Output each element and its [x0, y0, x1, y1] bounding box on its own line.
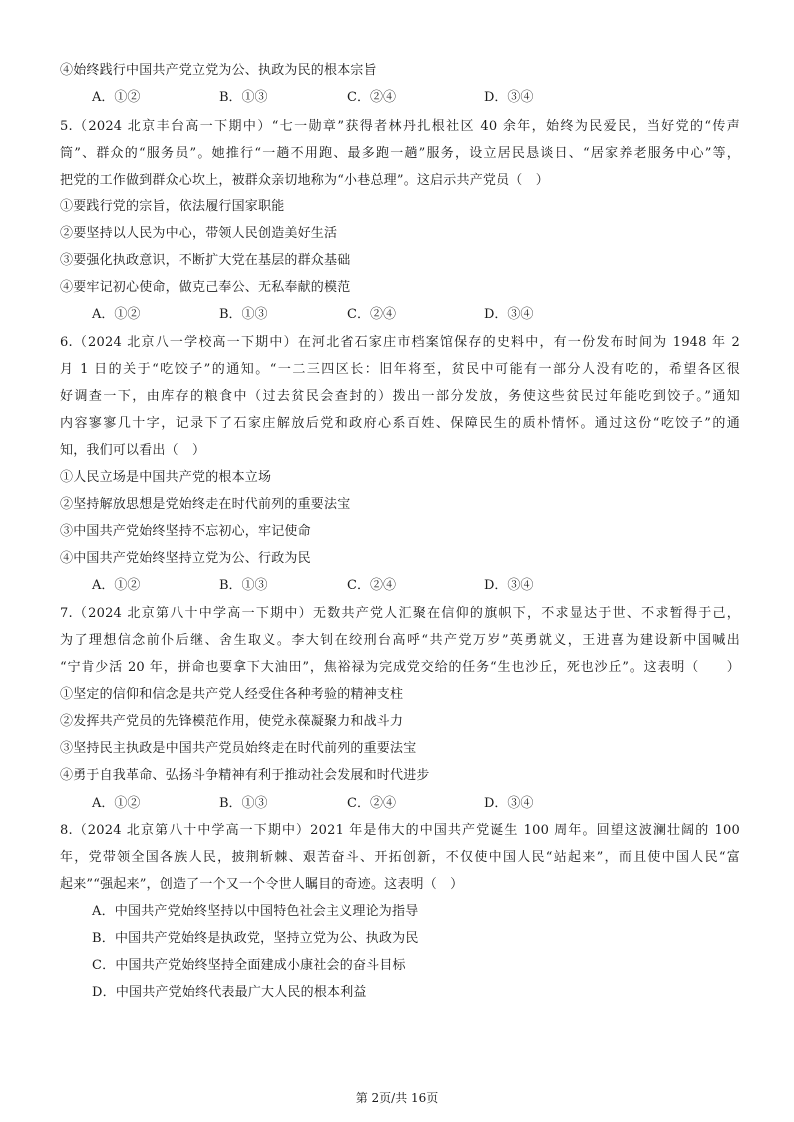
q6-stem-line-5: 知，我们可以看出（ ）: [60, 443, 206, 458]
q7-stem-line-2: 为了理想信念前仆后继、舍生取义。李大钊在绞刑台高呼“共产党万岁”英勇就义，王进喜为建设新中国喊出: [60, 633, 740, 648]
q6-stem-line-1: 6.（2024 北京八一学校高一下期中）在河北省石家庄市档案馆保存的史料中，有一份发布时间为 1948 年 2: [60, 335, 740, 350]
page-number: 第 2页/共 16页: [355, 1091, 439, 1105]
q6-options: [92, 577, 712, 595]
q6-option-a[interactable]: A．①②: [92, 578, 141, 593]
q7-statement-1: ①坚定的信仰和信念是共产党人经受住各种考验的精神支柱: [60, 687, 404, 702]
q7-statement-3: ③坚持民主执政是中国共产党员始终走在时代前列的重要法宝: [60, 741, 417, 756]
q6-stem-line-4: 内容寥寥几十字，记录下了石家庄解放后党和政府心系百姓、保障民生的质朴情怀。通过这份“吃饺子”的通: [60, 416, 740, 431]
q6-option-d[interactable]: D．③④: [484, 578, 534, 593]
q5-stem-line-1: 5.（2024 北京丰台高一下期中）“七一勋章”获得者林丹扎根社区 40 余年，始终为民爱民，当好党的“传声: [60, 119, 740, 134]
q8-choice-b[interactable]: B．中国共产党始终是执政党，坚持立党为公、执政为民: [92, 931, 419, 946]
q8-stem-line-3: 起来”“强起来”，创造了一个又一个令世人瞩目的奇迹。这表明（ ）: [60, 877, 464, 892]
q5-option-d[interactable]: D．③④: [484, 307, 534, 322]
q5-statement-2: ②要坚持以人民为中心，带领人民创造美好生活: [60, 226, 338, 241]
q7-statement-4: ④勇于自我革命、弘扬斗争精神有利于推动社会发展和时代进步: [60, 768, 430, 783]
q6-stem-line-2: 月 1 日的关于“吃饺子”的通知。“一二三四区长：旧年将至，贫民中可能有一部分人没有吃的，希望各区很: [60, 362, 740, 377]
q6-statement-1: ①人民立场是中国共产党的根本立场: [60, 470, 272, 485]
q8-choice-a[interactable]: A．中国共产党始终坚持以中国特色社会主义理论为指导: [92, 904, 419, 919]
q5-statement-1: ①要践行党的宗旨，依法履行国家职能: [60, 199, 285, 214]
q4-options: [92, 89, 712, 107]
q4-option-a[interactable]: A．①②: [92, 90, 141, 105]
q7-stem-line-3: “宁肯少活 20 年，拼命也要拿下大油田”，焦裕禄为完成党交给的任务“生也沙丘，死也沙丘”。这表明（ ）: [60, 660, 740, 675]
q6-option-c[interactable]: C．②④: [347, 578, 396, 593]
q7-options: [92, 795, 712, 813]
q4-option-c[interactable]: C．②④: [347, 90, 396, 105]
q7-option-a[interactable]: A．①②: [92, 796, 141, 811]
q7-statement-2: ②发挥共产党员的先锋模范作用，使党永葆凝聚力和战斗力: [60, 714, 404, 729]
q6-statement-3: ③中国共产党始终坚持不忘初心，牢记使命: [60, 524, 311, 539]
q5-option-a[interactable]: A．①②: [92, 307, 141, 322]
q5-stem-line-2: 筒”、群众的“服务员”。她推行“一趟不用跑、最多跑一趟”服务，设立居民恳谈日、“居家养老服务中心”等，: [60, 146, 740, 161]
q8-choice-d[interactable]: D．中国共产党始终代表最广大人民的根本利益: [92, 985, 367, 1000]
q8-stem-line-1: 8.（2024 北京第八十中学高一下期中）2021 年是伟大的中国共产党诞生 100 周年。回望这波澜壮阔的 100: [60, 823, 740, 838]
q6-stem-line-3: 好调查一下，由库存的粮食中（过去贫民会查封的）拨出一部分发放，务使这些贫民过年能吃到饺子。”通知: [60, 389, 740, 404]
q5-stem-line-3: 把党的工作做到群众心坎上，被群众亲切地称为“小巷总理”。这启示共产党员（ ）: [60, 173, 549, 188]
q7-option-c[interactable]: C．②④: [347, 796, 396, 811]
q7-option-b[interactable]: B．①③: [219, 796, 268, 811]
q5-option-c[interactable]: C．②④: [347, 307, 396, 322]
q8-stem-line-2: 年，党带领全国各族人民，披荆斩棘、艰苦奋斗、开拓创新，不仅使中国人民“站起来”，而且使中国人民“富: [60, 850, 740, 865]
q7-stem-line-1: 7.（2024 北京第八十中学高一下期中）无数共产党人汇聚在信仰的旗帜下，不求显达于世、不求暂得于己，: [60, 606, 740, 621]
q4-option-b[interactable]: B．①③: [219, 90, 268, 105]
q5-options: [92, 306, 712, 324]
q5-option-b[interactable]: B．①③: [219, 307, 268, 322]
q4-option-d[interactable]: D．③④: [484, 90, 534, 105]
q5-statement-4: ④要牢记初心使命，做克己奉公、无私奉献的模范: [60, 280, 351, 295]
q6-option-b[interactable]: B．①③: [219, 578, 268, 593]
q6-statement-2: ②坚持解放思想是党始终走在时代前列的重要法宝: [60, 497, 351, 512]
q7-option-d[interactable]: D．③④: [484, 796, 534, 811]
q6-statement-4: ④中国共产党始终坚持立党为公、行政为民: [60, 551, 311, 566]
q4-statement-4: ④始终践行中国共产党立党为公、执政为民的根本宗旨: [60, 63, 377, 78]
q8-choice-c[interactable]: C．中国共产党始终坚持全面建成小康社会的奋斗目标: [92, 958, 406, 973]
q5-statement-3: ③要强化执政意识，不断扩大党在基层的群众基础: [60, 253, 351, 268]
